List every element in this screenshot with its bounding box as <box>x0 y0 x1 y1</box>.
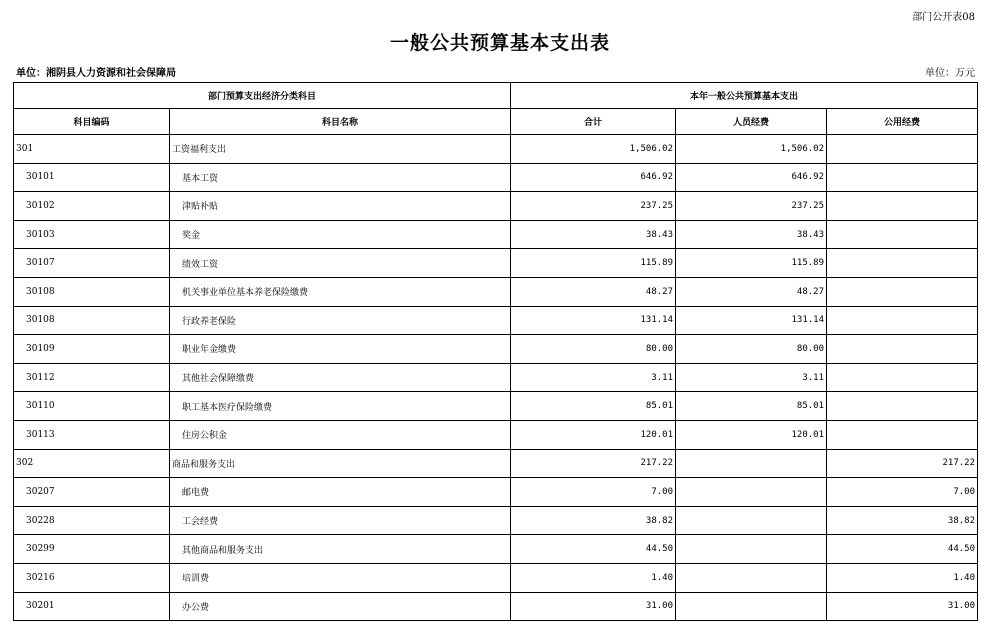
row-name: 培训费 <box>170 563 511 592</box>
row-public <box>827 420 978 449</box>
table-row <box>14 478 978 507</box>
row-personnel <box>676 449 827 478</box>
row-name: 其他商品和服务支出 <box>170 535 511 564</box>
row-code: 30109 <box>14 335 170 364</box>
row-public: 1.40 <box>827 563 978 592</box>
row-personnel <box>676 563 827 592</box>
row-code: 302 <box>14 449 170 478</box>
row-public: 31.00 <box>827 592 978 621</box>
row-code: 30102 <box>14 192 170 221</box>
table-row <box>14 363 978 392</box>
row-personnel: 115.89 <box>676 249 827 278</box>
row-code: 30201 <box>14 592 170 621</box>
row-public <box>827 249 978 278</box>
table-row <box>14 135 978 164</box>
row-personnel: 1,506.02 <box>676 135 827 164</box>
row-personnel: 85.01 <box>676 392 827 421</box>
header-basic-expenditure: 本年一般公共预算基本支出 <box>511 83 978 109</box>
row-code: 30108 <box>14 306 170 335</box>
row-name: 工会经费 <box>170 506 511 535</box>
row-name: 奖金 <box>170 220 511 249</box>
row-name: 职业年金缴费 <box>170 335 511 364</box>
row-public <box>827 363 978 392</box>
header-name: 科目名称 <box>170 109 511 135</box>
header-personnel: 人员经费 <box>676 109 827 135</box>
header-economic-classification: 部门预算支出经济分类科目 <box>14 83 511 109</box>
row-total: 38.82 <box>511 506 676 535</box>
row-personnel: 237.25 <box>676 192 827 221</box>
header-code: 科目编码 <box>14 109 170 135</box>
row-total: 31.00 <box>511 592 676 621</box>
row-personnel: 48.27 <box>676 277 827 306</box>
row-name: 工资福利支出 <box>170 135 511 164</box>
row-personnel <box>676 535 827 564</box>
row-public: 44.50 <box>827 535 978 564</box>
row-name: 商品和服务支出 <box>170 449 511 478</box>
row-public <box>827 306 978 335</box>
row-name: 住房公积金 <box>170 420 511 449</box>
row-code: 30112 <box>14 363 170 392</box>
page-title: 一般公共预算基本支出表 <box>389 32 610 54</box>
row-name: 办公费 <box>170 592 511 621</box>
header-public: 公用经费 <box>827 109 978 135</box>
table-row <box>14 277 978 306</box>
table-row <box>14 306 978 335</box>
row-name: 津贴补贴 <box>170 192 511 221</box>
row-code: 30103 <box>14 220 170 249</box>
table-body <box>14 135 978 621</box>
table-row <box>14 592 978 621</box>
row-code: 30107 <box>14 249 170 278</box>
row-personnel: 38.43 <box>676 220 827 249</box>
currency-unit: 单位：万元 <box>925 68 975 79</box>
row-name: 基本工资 <box>170 163 511 192</box>
row-code: 30113 <box>14 420 170 449</box>
row-personnel: 3.11 <box>676 363 827 392</box>
row-code: 30216 <box>14 563 170 592</box>
row-public: 7.00 <box>827 478 978 507</box>
row-total: 1,506.02 <box>511 135 676 164</box>
table-row <box>14 192 978 221</box>
row-personnel <box>676 592 827 621</box>
table-row <box>14 420 978 449</box>
row-total: 237.25 <box>511 192 676 221</box>
header-total: 合计 <box>511 109 676 135</box>
row-total: 44.50 <box>511 535 676 564</box>
row-total: 7.00 <box>511 478 676 507</box>
table-row <box>14 506 978 535</box>
row-name: 其他社会保障缴费 <box>170 363 511 392</box>
row-name: 行政养老保险 <box>170 306 511 335</box>
row-personnel: 646.92 <box>676 163 827 192</box>
row-code: 30101 <box>14 163 170 192</box>
table-row <box>14 449 978 478</box>
header-group-row <box>14 83 978 109</box>
row-public <box>827 392 978 421</box>
row-name: 职工基本医疗保险缴费 <box>170 392 511 421</box>
row-total: 120.01 <box>511 420 676 449</box>
row-public <box>827 163 978 192</box>
row-public <box>827 335 978 364</box>
table-row <box>14 249 978 278</box>
row-total: 1.40 <box>511 563 676 592</box>
row-personnel: 120.01 <box>676 420 827 449</box>
row-personnel: 131.14 <box>676 306 827 335</box>
table-row <box>14 220 978 249</box>
row-personnel: 80.00 <box>676 335 827 364</box>
table-row <box>14 535 978 564</box>
row-public: 217.22 <box>827 449 978 478</box>
row-personnel <box>676 506 827 535</box>
row-total: 80.00 <box>511 335 676 364</box>
row-code: 30228 <box>14 506 170 535</box>
row-total: 131.14 <box>511 306 676 335</box>
row-code: 30110 <box>14 392 170 421</box>
row-personnel <box>676 478 827 507</box>
row-total: 217.22 <box>511 449 676 478</box>
header-column-row <box>14 109 978 135</box>
row-code: 301 <box>14 135 170 164</box>
budget-table <box>13 82 978 621</box>
form-number: 部门公开表08 <box>912 12 975 23</box>
row-code: 30108 <box>14 277 170 306</box>
row-total: 115.89 <box>511 249 676 278</box>
department-unit: 单位：湘阴县人力资源和社会保障局 <box>16 68 176 79</box>
row-public <box>827 277 978 306</box>
row-total: 85.01 <box>511 392 676 421</box>
row-total: 48.27 <box>511 277 676 306</box>
row-code: 30207 <box>14 478 170 507</box>
row-name: 机关事业单位基本养老保险缴费 <box>170 277 511 306</box>
table-row <box>14 335 978 364</box>
row-name: 邮电费 <box>170 478 511 507</box>
row-total: 646.92 <box>511 163 676 192</box>
table-row <box>14 563 978 592</box>
table-row <box>14 392 978 421</box>
row-code: 30299 <box>14 535 170 564</box>
row-public: 38.82 <box>827 506 978 535</box>
row-public <box>827 135 978 164</box>
row-public <box>827 192 978 221</box>
row-name: 绩效工资 <box>170 249 511 278</box>
row-total: 3.11 <box>511 363 676 392</box>
table-row <box>14 163 978 192</box>
row-total: 38.43 <box>511 220 676 249</box>
row-public <box>827 220 978 249</box>
